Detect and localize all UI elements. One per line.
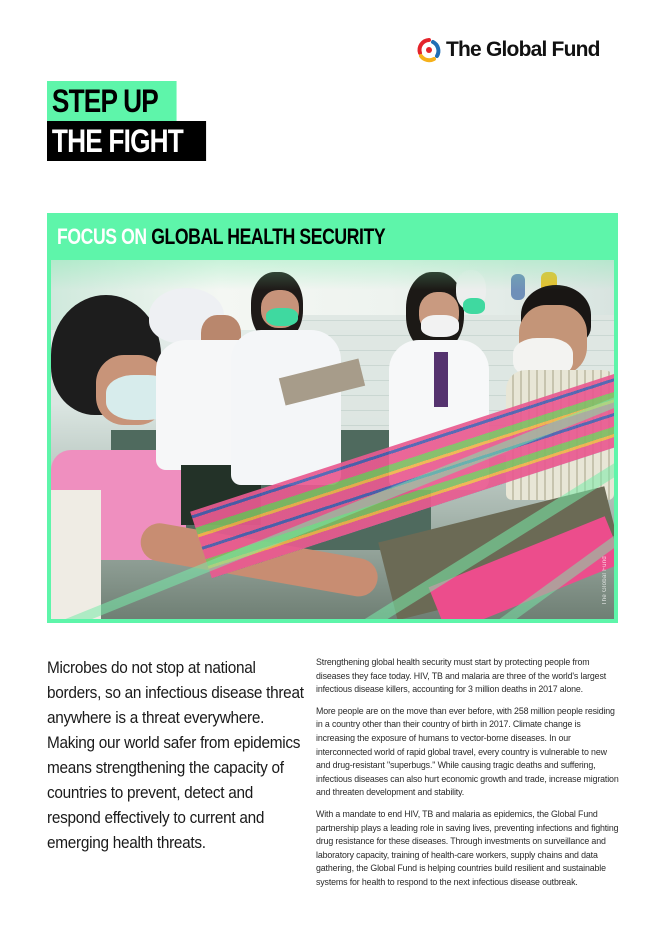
intro-paragraph: Microbes do not stop at national borders, so an infectious disease threat anywhere is a threat everywhere. Making our world safer from epidemics means strengthening the capacity of countries to prevent, detect and respond effectively to current and emerging health threats.: [47, 659, 304, 852]
campaign-title-line-2: THE FIGHT: [47, 121, 206, 161]
focus-heading-lead: FOCUS ON: [57, 224, 147, 249]
campaign-title-line-1: STEP UP: [47, 81, 177, 121]
body-paragraph-3: With a mandate to end HIV, TB and malaria as epidemics, the Global Fund partnership plays a leading role in saving lives, preventing infections and fighting drug resistance for these diseases. Through investments on surveillance and laboratory capacity, training of health-care workers, supply chains and data gathering, the Global Fund is helping countries build resilient and sustainable systems for health to respond to the next infectious disease outbreak.: [316, 808, 619, 888]
hero-photo: [51, 260, 614, 619]
global-fund-swirl-icon: [416, 37, 442, 63]
photo-credit: The Global Fund: [602, 555, 608, 605]
body-paragraph-2: More people are on the move than ever before, with 258 million people residing in a country other than their country of birth in 2017. Climate change is increasing the exposure of humans to vector-borne diseases. In our interconnected world of rapid global travel, every country is vulnerable to new and drug-resistant "superbugs." While causing tragic deaths and suffering, infectious diseases can also hurt economic growth and trade, increase migration and threaten development and stability.: [316, 705, 619, 799]
body-column: [316, 656, 620, 898]
logo-text: The Global Fund: [446, 38, 600, 61]
global-fund-logo: [416, 36, 600, 64]
focus-heading-topic: GLOBAL HEALTH SECURITY: [151, 224, 386, 249]
focus-frame: [47, 213, 618, 623]
body-paragraph-1: Strengthening global health security must start by protecting people from diseases they face today. HIV, TB and malaria are three of the world's largest infectious disease killers, accounting for 3 million deaths in 2017 alone.: [316, 657, 607, 696]
focus-heading: [57, 221, 385, 253]
